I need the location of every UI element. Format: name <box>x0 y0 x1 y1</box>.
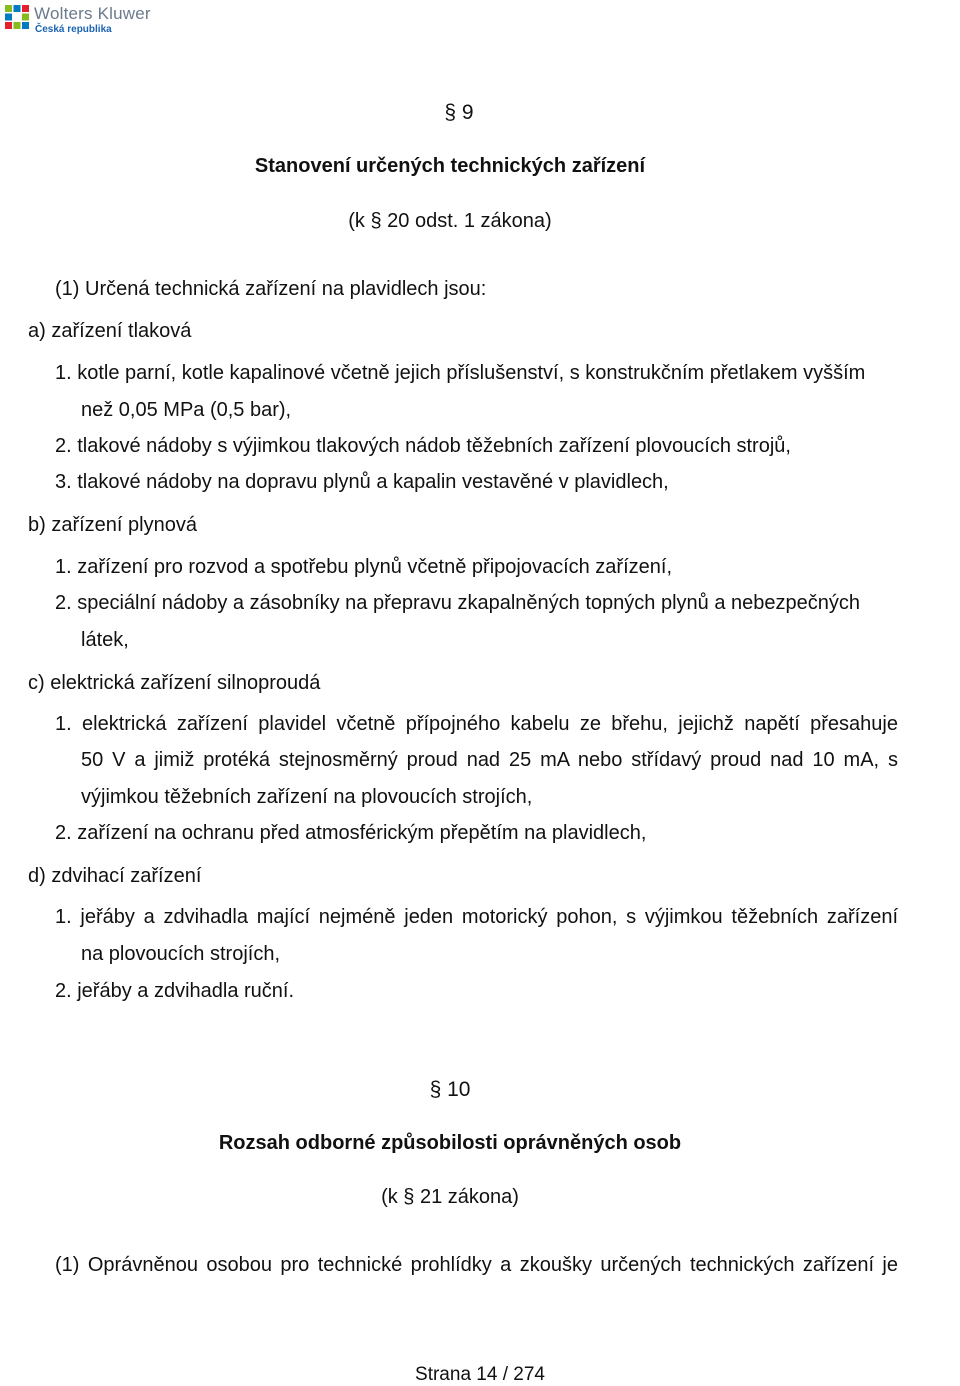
section-9-title: Stanovení určených technických zařízení <box>254 155 646 177</box>
list-item-c2: 2. zařízení na ochranu před atmosférickým přepětím na plavidlech, <box>55 822 647 844</box>
list-item-a1-line1: 1. kotle parní, kotle kapalinové včetně jejich příslušenství, s konstrukčním přetlakem vyšším <box>55 362 866 384</box>
publisher-logo <box>4 4 204 34</box>
section-9-reference: (k § 20 odst. 1 zákona) <box>348 210 552 232</box>
list-item-c1-line1: 1. elektrická zařízení plavidel včetně přípojného kabelu ze břehu, jejichž napětí přesahuje <box>55 713 898 735</box>
list-item-c1-line2: 50 V a jimiž protéká stejnosměrný proud nad 25 mA nebo střídavý proud nad 10 mA, s <box>81 749 898 771</box>
brand-subtitle: Česká republika <box>35 24 112 35</box>
list-item-d1-line2: na plovoucích strojích, <box>81 943 280 965</box>
section-9-number: § 9 <box>444 101 474 124</box>
list-item-d1-line1: 1. jeřáby a zdvihadla mající nejméně jeden motorický pohon, s výjimkou těžebních zařízení <box>55 906 898 928</box>
list-item-a2: 2. tlakové nádoby s výjimkou tlakových nádob těžebních zařízení plovoucích strojů, <box>55 435 791 457</box>
list-item-b2-line1: 2. speciální nádoby a zásobníky na přepravu zkapalněných topných plynů a nebezpečných <box>55 592 860 614</box>
list-heading-b: b) zařízení plynová <box>28 514 197 536</box>
list-item-b1: 1. zařízení pro rozvod a spotřebu plynů včetně připojovacích zařízení, <box>55 556 673 578</box>
section-10-paragraph-1: (1) Oprávněnou osobou pro technické prohlídky a zkoušky určených technických zařízení je <box>55 1254 898 1276</box>
list-item-c1-line3: výjimkou těžebních zařízení na plovoucích strojích, <box>81 786 533 808</box>
wolters-kluwer-logo-icon <box>4 4 30 30</box>
list-heading-c: c) elektrická zařízení silnoproudá <box>28 672 321 694</box>
list-heading-d: d) zdvihací zařízení <box>28 865 202 887</box>
page-number: Strana 14 / 274 <box>415 1364 545 1385</box>
section-9-intro: (1) Určená technická zařízení na plavidlech jsou: <box>55 278 487 300</box>
section-10-reference: (k § 21 zákona) <box>381 1186 519 1208</box>
list-item-b2-line2: látek, <box>81 629 129 651</box>
section-10-title: Rozsah odborné způsobilosti oprávněných osob <box>218 1132 682 1154</box>
list-heading-a: a) zařízení tlaková <box>28 320 192 342</box>
list-item-a1-line2: než 0,05 MPa (0,5 bar), <box>81 399 292 421</box>
brand-name: Wolters Kluwer <box>34 4 151 23</box>
section-10-number: § 10 <box>429 1078 471 1101</box>
list-item-a3: 3. tlakové nádoby na dopravu plynů a kapalin vestavěné v plavidlech, <box>55 471 669 493</box>
list-item-d2: 2. jeřáby a zdvihadla ruční. <box>55 980 295 1002</box>
